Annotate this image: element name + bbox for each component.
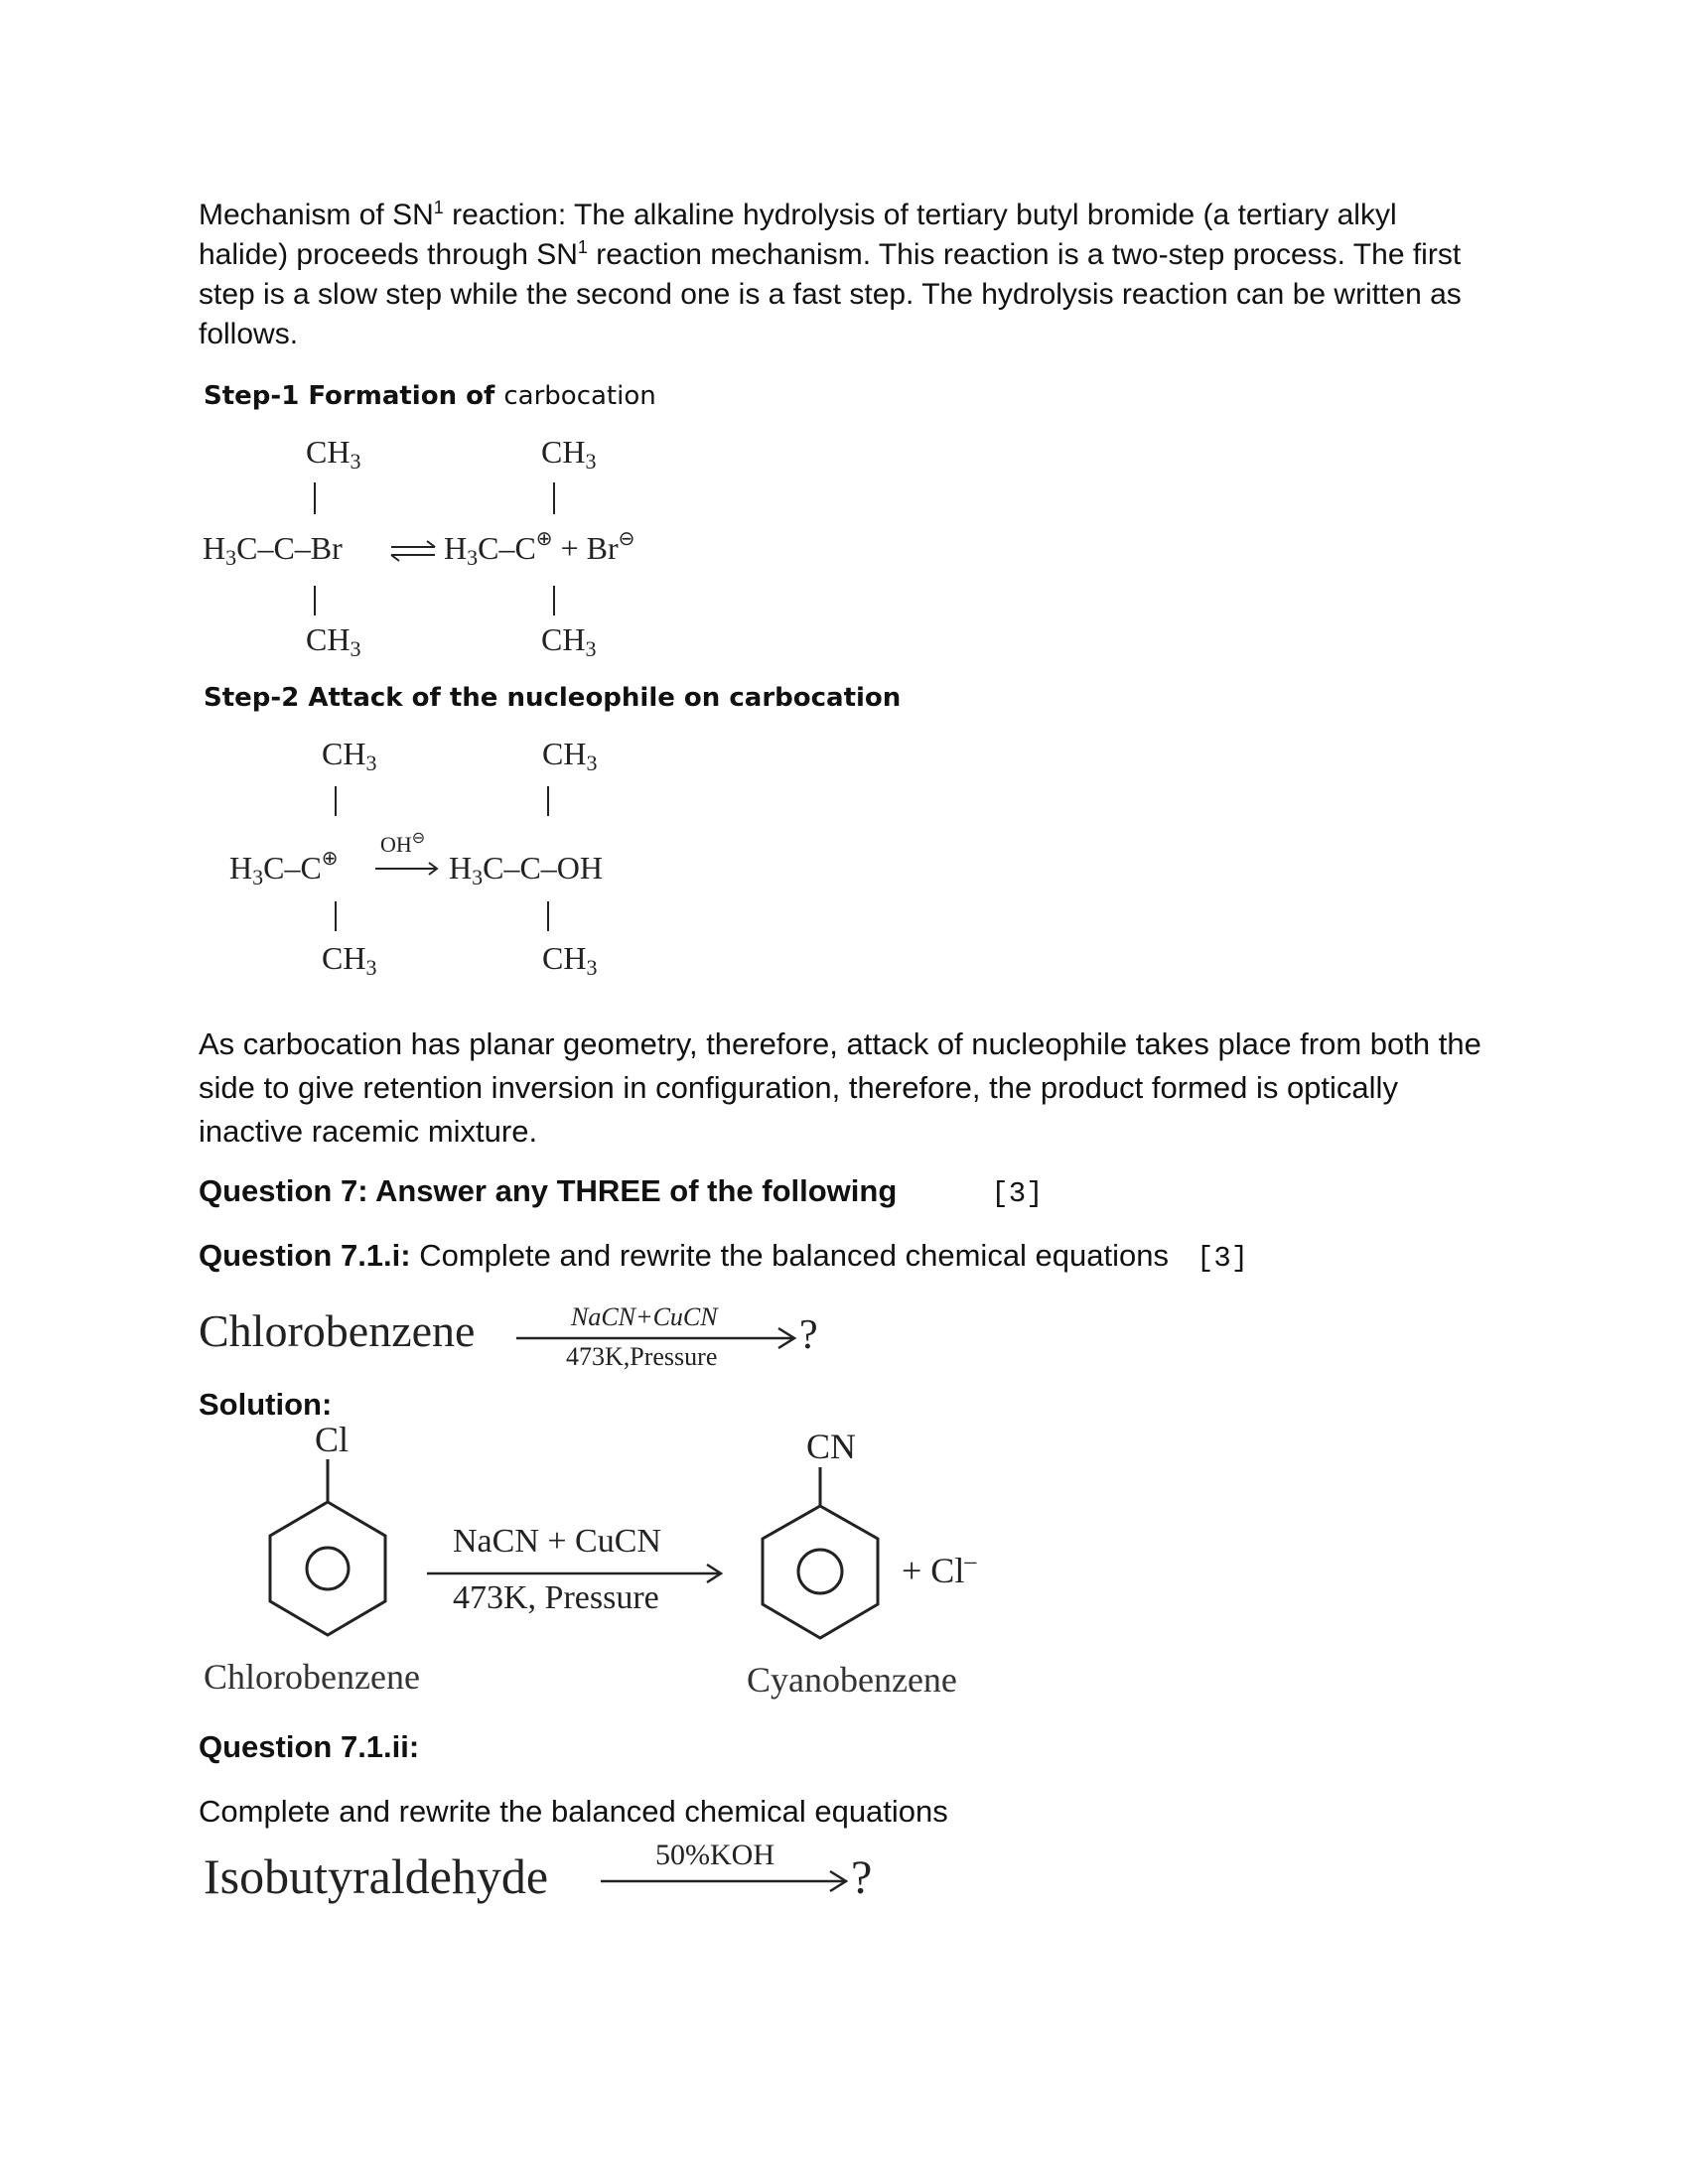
intro-text: reaction mechanism. This reaction is a two-step process. The first step is a slow step while the second one is a fast step. The hydrolysis reaction can be written as follows. <box>199 238 1462 350</box>
eq2-arrow <box>601 1871 846 1891</box>
eq1-product: ? <box>799 1312 818 1358</box>
step2-heading: Step-2 Attack of the nucleophile on carbocation <box>204 683 902 713</box>
step1-ch3-top-right: CH3 <box>541 434 597 474</box>
benzene-ring-icon <box>270 1502 385 1635</box>
step1-ch3-bottom-right: CH3 <box>541 621 597 661</box>
question-7-1-i <box>199 1236 1248 1279</box>
equilibrium-arrow <box>391 541 435 561</box>
eq1-reactant: Chlorobenzene <box>199 1305 476 1356</box>
step2-product: H3C–C–OH <box>449 850 604 889</box>
intro-text: reaction: The alkaline hydrolysis of tertiary butyl bromide (a tertiary alkyl halide) proceeds through SN <box>199 199 1397 271</box>
eq1-reagent-bottom: 473K,Pressure <box>566 1342 718 1371</box>
eq1-reagent-top: NaCN+CuCN <box>571 1302 718 1331</box>
step1-heading-normal: carbocation <box>503 381 656 411</box>
step2-ch3-top-right: CH3 <box>542 736 598 775</box>
solution-cn-label: CN <box>806 1427 857 1466</box>
marks-badge: [3] <box>991 1177 1044 1210</box>
eq2-reactant: Isobutyraldehyde <box>204 1848 549 1904</box>
step1-ch3-top-left: CH3 <box>306 434 361 474</box>
step1-reactant: H3C–C–Br <box>203 530 343 570</box>
step1-product: H3C–C⊕ + Br⊖ <box>444 528 635 570</box>
eq2-reagent: 50%KOH <box>655 1839 774 1871</box>
step1-ch3-bottom-left: CH3 <box>306 621 361 661</box>
solution-cl-label: Cl <box>315 1420 350 1459</box>
reaction-arrow <box>375 863 437 875</box>
intro-text: Mechanism of SN <box>199 199 434 231</box>
step2-carbocation: H3C–C⊕ <box>229 848 339 889</box>
step2-ch3-bottom-right: CH3 <box>542 940 598 980</box>
solution-product-name: Cyanobenzene <box>747 1660 957 1700</box>
solution-label: Solution: <box>199 1387 333 1422</box>
marks-badge: [3] <box>1196 1242 1249 1275</box>
superscript: 1 <box>433 198 444 217</box>
question-7-1-ii: Question 7.1.ii: <box>199 1729 420 1764</box>
solution-reagent-bottom: 473K, Pressure <box>453 1579 659 1616</box>
question-label: Question 7.1.i: <box>199 1238 411 1273</box>
question-label: Question 7: Answer any THREE of the following <box>199 1173 898 1208</box>
aromatic-circle-icon <box>307 1548 349 1589</box>
step1-heading-bold: Step-1 Formation of <box>204 381 504 411</box>
eq2-product: ? <box>851 1851 873 1904</box>
question-text: Complete and rewrite the balanced chemical equations <box>410 1238 1169 1273</box>
solution-reagent-top: NaCN + CuCN <box>453 1523 661 1560</box>
carbocation-paragraph: As carbocation has planar geometry, therefore, attack of nucleophile takes place from both the side to give retention inversion in configuration, therefore, the product formed is optically inactive racemic mixture. <box>199 1026 1481 1149</box>
superscript: 1 <box>577 237 588 257</box>
solution-reactant-name: Chlorobenzene <box>204 1657 420 1697</box>
question-7-heading <box>199 1171 1044 1214</box>
aromatic-circle-icon <box>798 1550 842 1593</box>
solution-byproduct: + Cl– <box>902 1549 977 1590</box>
step2-ch3-top-left: CH3 <box>322 736 377 775</box>
step2-reagent: OH⊖ <box>380 830 426 857</box>
benzene-ring-icon <box>763 1506 878 1638</box>
question-7-1-ii-text: Complete and rewrite the balanced chemical equations <box>199 1794 948 1829</box>
step2-ch3-bottom-left: CH3 <box>322 940 377 980</box>
